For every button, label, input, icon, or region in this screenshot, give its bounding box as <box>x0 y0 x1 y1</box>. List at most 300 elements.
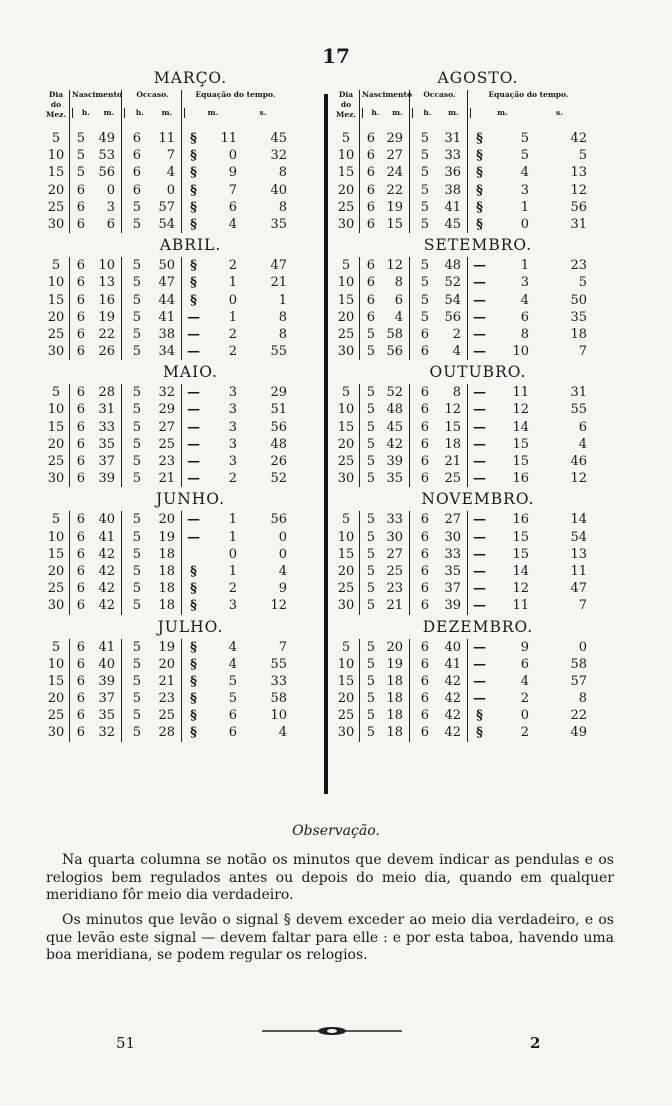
equation-seconds: 13 <box>570 546 587 562</box>
table-row <box>43 724 338 741</box>
sunrise-hour: 5 <box>359 436 379 453</box>
unit-label: m. <box>161 108 173 117</box>
month-title: NOVEMBRO. <box>421 490 535 509</box>
equation-seconds: 11 <box>570 563 587 579</box>
sunset-hour: 5 <box>121 546 145 563</box>
observation-paragraph-1: Na quarta columna se notão os minutos que devem indicar as pendulas e os relogios bem regulados antes ou depois do meio dia, quando em qualquer meridiano fôr meio dia verdadeiro. <box>46 852 614 903</box>
day-cell: 30 <box>47 216 65 232</box>
equation-seconds: 0 <box>578 639 587 655</box>
sunrise-minute: 58 <box>386 326 403 342</box>
equation-sign: § <box>181 724 205 741</box>
header-equation-label: Equação do tempo. <box>195 90 276 99</box>
month-title: MARÇO. <box>153 69 228 87</box>
sunset-minute: 40 <box>444 639 461 655</box>
equation-minutes: 5 <box>520 148 529 164</box>
table-row <box>43 401 338 418</box>
equation-seconds: 48 <box>270 436 287 452</box>
sunset-hour: 6 <box>409 690 433 707</box>
sunrise-minute: 27 <box>386 546 403 562</box>
day-cell: 5 <box>51 512 61 528</box>
unit-label: m. <box>448 108 459 117</box>
sunset-minute: 38 <box>158 326 175 342</box>
sunset-hour: 5 <box>121 216 145 233</box>
equation-sign: — <box>467 580 491 597</box>
equation-seconds: 47 <box>570 581 587 597</box>
equation-sign: — <box>467 257 491 274</box>
table-row <box>333 257 623 274</box>
day-cell: 10 <box>337 148 355 164</box>
equation-seconds: 8 <box>578 691 587 707</box>
table-row <box>43 343 338 360</box>
equation-seconds: 8 <box>278 309 287 325</box>
sunset-minute: 18 <box>158 598 175 614</box>
sunset-hour: 5 <box>121 199 145 216</box>
equation-seconds: 8 <box>278 326 287 342</box>
table-row <box>43 673 338 690</box>
equation-minutes: 2 <box>228 258 237 274</box>
header-day-label: Dia do Mez. <box>336 90 356 119</box>
sunset-minute: 29 <box>158 402 175 418</box>
day-cell: 25 <box>337 581 355 597</box>
month-block <box>43 233 338 360</box>
sunset-minute: 15 <box>444 419 461 435</box>
table-row <box>43 326 338 343</box>
equation-sign: — <box>181 511 205 528</box>
month-title: OUTUBRO. <box>429 363 527 382</box>
equation-seconds: 13 <box>570 165 587 181</box>
header-day-label: Dia do Mez. <box>46 90 66 119</box>
equation-minutes: 4 <box>228 656 237 672</box>
equation-seconds: 55 <box>270 656 287 672</box>
month-title: JUNHO. <box>155 490 226 509</box>
sunset-hour: 6 <box>409 470 433 487</box>
sunrise-minute: 18 <box>386 673 403 689</box>
sunset-minute: 21 <box>158 471 175 487</box>
sunrise-hour: 6 <box>359 199 379 216</box>
equation-sign: § <box>181 597 205 614</box>
sunrise-hour: 6 <box>69 470 89 487</box>
table-row <box>333 529 623 546</box>
equation-minutes: 6 <box>228 725 237 741</box>
sunset-minute: 2 <box>452 326 461 342</box>
sunrise-minute: 25 <box>386 563 403 579</box>
sunset-minute: 25 <box>158 708 175 724</box>
sunset-hour: 6 <box>409 511 433 528</box>
equation-minutes: 2 <box>228 471 237 487</box>
sunset-minute: 8 <box>452 385 461 401</box>
sunrise-hour: 6 <box>359 274 379 291</box>
day-cell: 25 <box>337 708 355 724</box>
header-sunrise-label: Nascimento <box>362 90 412 99</box>
equation-minutes: 3 <box>228 454 237 469</box>
table-row <box>43 182 338 199</box>
equation-minutes: 0 <box>228 148 237 164</box>
day-cell: 5 <box>341 385 351 401</box>
day-cell: 15 <box>337 165 355 181</box>
sunrise-hour: 6 <box>69 529 89 546</box>
sunset-minute: 20 <box>158 656 175 672</box>
table-row <box>43 639 338 656</box>
equation-seconds: 55 <box>570 402 587 418</box>
sunrise-minute: 18 <box>386 708 403 724</box>
sunrise-minute: 41 <box>98 529 115 545</box>
equation-minutes: 8 <box>520 326 529 342</box>
sunrise-hour: 5 <box>359 580 379 597</box>
table-row <box>333 164 623 181</box>
equation-sign: — <box>467 597 491 614</box>
equation-minutes: 1 <box>228 275 237 291</box>
sunrise-minute: 39 <box>98 673 115 689</box>
sunset-minute: 32 <box>158 385 175 401</box>
sunset-minute: 38 <box>444 182 461 198</box>
sunrise-hour: 6 <box>359 164 379 181</box>
table-header <box>333 90 623 130</box>
equation-minutes: 2 <box>520 725 529 741</box>
table-row <box>333 216 623 233</box>
equation-sign: § <box>181 130 205 147</box>
unit-label: h. <box>371 108 380 117</box>
sunset-minute: 42 <box>444 708 461 724</box>
unit-label: s. <box>259 108 267 117</box>
header-sunrise <box>69 90 121 130</box>
sunrise-minute: 6 <box>106 216 115 232</box>
sunrise-minute: 12 <box>386 258 403 274</box>
sunrise-hour: 6 <box>69 453 89 470</box>
equation-seconds: 14 <box>570 512 587 528</box>
sunrise-minute: 3 <box>106 199 115 215</box>
sunset-minute: 27 <box>444 512 461 528</box>
sunset-hour: 5 <box>409 182 433 199</box>
equation-seconds: 4 <box>278 725 287 741</box>
sunset-minute: 42 <box>444 673 461 689</box>
equation-minutes: 1 <box>228 529 237 545</box>
sunrise-hour: 5 <box>359 419 379 436</box>
header-equation <box>181 90 287 130</box>
sunset-hour: 5 <box>121 690 145 707</box>
month-block <box>43 360 338 487</box>
sunset-hour: 5 <box>409 199 433 216</box>
table-row <box>333 292 623 309</box>
header-sunset <box>409 90 467 130</box>
month-block <box>333 360 623 487</box>
equation-seconds: 31 <box>570 385 587 401</box>
sunset-hour: 5 <box>121 343 145 360</box>
sunset-minute: 19 <box>158 529 175 545</box>
sunset-minute: 45 <box>444 216 461 232</box>
sunrise-minute: 10 <box>98 258 115 274</box>
equation-minutes: 11 <box>512 385 529 401</box>
table-row <box>43 597 338 614</box>
month-block <box>333 615 623 742</box>
sunrise-minute: 15 <box>386 216 403 232</box>
sunset-hour: 5 <box>409 309 433 326</box>
sunrise-minute: 30 <box>386 529 403 545</box>
sunrise-minute: 42 <box>98 581 115 597</box>
equation-seconds: 21 <box>270 275 287 291</box>
day-cell: 10 <box>337 402 355 418</box>
sunset-hour: 5 <box>121 419 145 436</box>
table-row <box>333 436 623 453</box>
day-cell: 10 <box>337 656 355 672</box>
day-cell: 10 <box>47 656 65 672</box>
table-row <box>43 257 338 274</box>
header-sunset-label: Occaso. <box>136 90 169 99</box>
equation-sign: § <box>181 182 205 199</box>
sunrise-hour: 6 <box>69 511 89 528</box>
equation-minutes: 9 <box>228 165 237 181</box>
equation-minutes: 0 <box>520 708 529 724</box>
unit-label: h. <box>135 108 144 117</box>
sunset-hour: 6 <box>409 563 433 580</box>
equation-sign: § <box>467 199 491 216</box>
sunset-hour: 5 <box>121 309 145 326</box>
sunrise-minute: 19 <box>386 199 403 215</box>
sunrise-minute: 56 <box>386 344 403 360</box>
header-equation-label: Equação do tempo. <box>488 90 569 99</box>
equation-seconds: 47 <box>270 258 287 274</box>
sunrise-hour: 6 <box>69 216 89 233</box>
sunset-minute: 18 <box>158 546 175 562</box>
table-row <box>333 401 623 418</box>
sunrise-hour: 6 <box>69 546 89 563</box>
equation-minutes: 2 <box>228 344 237 360</box>
sunrise-minute: 22 <box>386 182 403 198</box>
table-row <box>333 182 623 199</box>
sunrise-minute: 48 <box>386 402 403 418</box>
sunrise-minute: 8 <box>394 275 403 291</box>
day-cell: 5 <box>341 639 351 655</box>
sunrise-minute: 40 <box>98 656 115 672</box>
equation-sign: — <box>467 274 491 291</box>
table-row <box>43 580 338 597</box>
equation-minutes: 9 <box>520 639 529 655</box>
unit-label: m. <box>103 108 115 117</box>
equation-seconds: 22 <box>570 708 587 724</box>
table-row <box>333 546 623 563</box>
header-sunrise <box>359 90 412 130</box>
sunset-hour: 5 <box>121 597 145 614</box>
sunrise-hour: 6 <box>69 580 89 597</box>
equation-minutes: 1 <box>520 199 529 215</box>
sunrise-hour: 5 <box>359 563 379 580</box>
sunrise-minute: 42 <box>98 598 115 614</box>
equation-seconds: 0 <box>278 546 287 562</box>
table-row <box>333 639 623 656</box>
equation-sign: § <box>181 639 205 656</box>
table-row <box>333 309 623 326</box>
sunrise-hour: 6 <box>69 690 89 707</box>
sunset-hour: 6 <box>409 453 433 470</box>
sunset-hour: 6 <box>409 724 433 741</box>
sunset-hour: 5 <box>121 724 145 741</box>
equation-seconds: 52 <box>270 471 287 487</box>
header-sunrise-units <box>72 108 121 118</box>
table-row <box>43 511 338 528</box>
sunrise-hour: 6 <box>69 199 89 216</box>
table-row <box>43 274 338 291</box>
sunset-hour: 5 <box>121 707 145 724</box>
table-row <box>333 673 623 690</box>
equation-sign: — <box>181 453 205 470</box>
equation-seconds: 4 <box>578 436 587 452</box>
sunset-minute: 4 <box>452 344 461 360</box>
sunrise-minute: 23 <box>386 581 403 597</box>
sunset-minute: 23 <box>158 454 175 469</box>
sunrise-hour: 6 <box>69 707 89 724</box>
equation-sign: § <box>467 724 491 741</box>
sunrise-minute: 49 <box>98 131 115 146</box>
equation-sign: — <box>181 326 205 343</box>
equation-seconds: 40 <box>270 182 287 198</box>
sunset-hour: 5 <box>121 401 145 418</box>
equation-minutes: 4 <box>520 165 529 181</box>
sunrise-minute: 18 <box>386 691 403 707</box>
equation-sign: § <box>181 164 205 181</box>
equation-seconds: 46 <box>570 454 587 469</box>
sunrise-hour: 5 <box>359 724 379 741</box>
equation-sign: — <box>181 343 205 360</box>
sunrise-hour: 6 <box>359 182 379 199</box>
equation-sign: § <box>181 257 205 274</box>
sunrise-hour: 5 <box>359 673 379 690</box>
equation-seconds: 4 <box>278 563 287 579</box>
day-cell: 20 <box>337 436 355 452</box>
equation-sign: § <box>181 199 205 216</box>
day-cell: 10 <box>47 402 65 418</box>
table-row <box>43 147 338 164</box>
sunset-hour: 6 <box>409 707 433 724</box>
equation-sign: § <box>181 216 205 233</box>
equation-sign: § <box>181 673 205 690</box>
table-row <box>43 292 338 309</box>
equation-sign: — <box>467 673 491 690</box>
sunrise-hour: 5 <box>359 343 379 360</box>
sunset-hour: 5 <box>409 292 433 309</box>
sunrise-hour: 5 <box>359 707 379 724</box>
equation-sign: — <box>181 470 205 487</box>
table-row <box>43 707 338 724</box>
sunset-hour: 5 <box>409 216 433 233</box>
equation-seconds: 26 <box>270 454 287 469</box>
sunrise-hour: 5 <box>359 384 379 401</box>
day-cell: 30 <box>47 344 65 360</box>
day-cell: 25 <box>337 199 355 215</box>
day-cell: 30 <box>47 471 65 487</box>
equation-sign: § <box>467 147 491 164</box>
sunrise-hour: 5 <box>359 656 379 673</box>
unit-label: m. <box>207 108 219 117</box>
sunset-hour: 5 <box>409 274 433 291</box>
observation-title: Observação. <box>292 823 380 839</box>
sunrise-hour: 6 <box>69 292 89 309</box>
table-header <box>43 90 338 130</box>
sunrise-hour: 5 <box>359 453 379 470</box>
sunrise-minute: 33 <box>386 512 403 528</box>
equation-seconds: 51 <box>270 402 287 418</box>
equation-sign: — <box>467 384 491 401</box>
sunrise-hour: 6 <box>359 257 379 274</box>
equation-minutes: 16 <box>512 512 529 528</box>
day-cell: 10 <box>47 148 65 164</box>
table-row <box>333 199 623 216</box>
equation-seconds: 5 <box>578 148 587 164</box>
table-row <box>333 343 623 360</box>
equation-seconds: 8 <box>278 199 287 215</box>
table-row <box>333 724 623 741</box>
sunset-hour: 6 <box>409 343 433 360</box>
sunset-minute: 18 <box>158 581 175 597</box>
table-row <box>43 384 338 401</box>
equation-sign: § <box>467 182 491 199</box>
table-row <box>333 147 623 164</box>
table-row <box>333 597 623 614</box>
header-equation <box>467 90 587 130</box>
sunset-hour: 6 <box>121 147 145 164</box>
table-row <box>43 453 338 470</box>
table-row <box>43 419 338 436</box>
sunrise-hour: 6 <box>69 384 89 401</box>
equation-seconds: 7 <box>578 598 587 614</box>
table-row <box>43 199 338 216</box>
equation-sign: — <box>467 546 491 563</box>
equation-seconds: 33 <box>270 673 287 689</box>
sunset-minute: 41 <box>158 309 175 325</box>
sunset-minute: 11 <box>158 131 175 146</box>
table-row <box>43 436 338 453</box>
sunset-hour: 5 <box>121 529 145 546</box>
month-title: MAIO. <box>163 363 218 382</box>
equation-seconds: 35 <box>570 309 587 325</box>
sunset-minute: 41 <box>444 656 461 672</box>
day-cell: 25 <box>47 454 65 469</box>
equation-minutes: 0 <box>520 216 529 232</box>
equation-minutes: 3 <box>520 182 529 198</box>
month-title: ABRIL. <box>159 236 222 255</box>
sunset-minute: 21 <box>158 673 175 689</box>
sunset-minute: 48 <box>444 258 461 274</box>
equation-minutes: 15 <box>512 546 529 562</box>
equation-seconds: 7 <box>578 344 587 360</box>
header-sunset-units <box>412 108 467 118</box>
equation-seconds: 42 <box>570 131 587 146</box>
equation-minutes: 6 <box>520 656 529 672</box>
equation-seconds: 12 <box>270 598 287 614</box>
day-cell: 25 <box>47 708 65 724</box>
equation-minutes: 15 <box>512 529 529 545</box>
day-cell: 20 <box>47 309 65 325</box>
sunset-minute: 47 <box>158 275 175 291</box>
sunset-minute: 57 <box>158 199 175 215</box>
table-row <box>43 164 338 181</box>
header-sunset-label: Occaso. <box>423 90 456 99</box>
day-cell: 25 <box>47 326 65 342</box>
day-cell: 20 <box>337 309 355 325</box>
table-row <box>333 130 623 147</box>
day-cell: 5 <box>341 131 351 146</box>
sunrise-minute: 39 <box>98 471 115 487</box>
sunrise-minute: 24 <box>386 165 403 181</box>
sunrise-hour: 6 <box>69 656 89 673</box>
sunset-hour: 5 <box>121 436 145 453</box>
equation-minutes: 12 <box>512 581 529 597</box>
equation-sign: — <box>467 401 491 418</box>
sunrise-hour: 6 <box>69 326 89 343</box>
ornament-rule <box>262 1026 402 1036</box>
equation-seconds: 1 <box>278 292 287 308</box>
equation-sign: § <box>181 690 205 707</box>
sunset-minute: 30 <box>444 529 461 545</box>
sunrise-minute: 40 <box>98 512 115 528</box>
